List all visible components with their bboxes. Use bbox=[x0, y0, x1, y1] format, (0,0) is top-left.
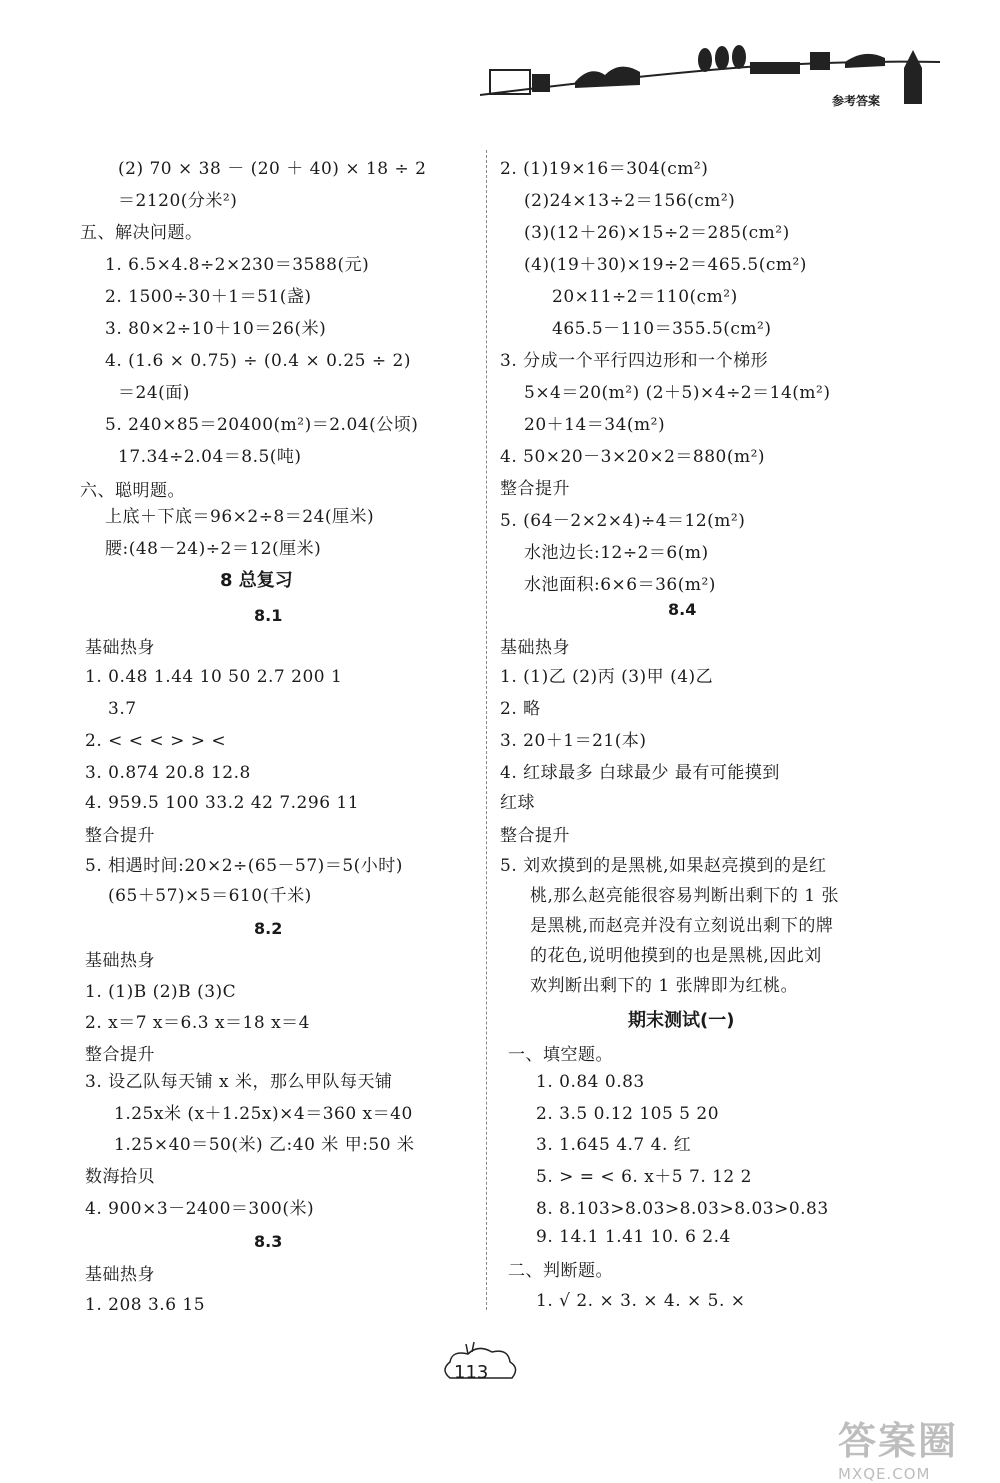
answer-line: 20＋14＝34(m²) bbox=[524, 415, 666, 435]
answer-line: 1. (1)乙 (2)丙 (3)甲 (4)乙 bbox=[500, 667, 714, 687]
answer-line: 水池边长:12÷2＝6(m) bbox=[524, 543, 709, 563]
section-heading: 8 总复习 bbox=[220, 570, 293, 591]
answer-line: 1. (1)B (2)B (3)C bbox=[85, 982, 237, 1002]
answer-line: 5. (64－2×2×4)÷4＝12(m²) bbox=[500, 511, 746, 531]
answer-line: 3.7 bbox=[108, 699, 137, 719]
answer-line: 2. (1)19×16＝304(cm²) bbox=[500, 159, 709, 179]
answer-line: 1. 0.48 1.44 10 50 2.7 200 1 bbox=[85, 667, 343, 687]
answer-line: 基础热身 bbox=[85, 951, 155, 971]
answer-line: 5. 刘欢摸到的是黑桃,如果赵亮摸到的是红 bbox=[500, 856, 827, 876]
answer-line: 整合提升 bbox=[85, 826, 155, 846]
answer-line: 3. 1.645 4.7 4. 红 bbox=[536, 1135, 692, 1155]
answer-line: (3)(12＋26)×15÷2＝285(cm²) bbox=[524, 223, 790, 243]
subsection-heading: 8.2 bbox=[254, 919, 283, 938]
answer-line: 二、判断题。 bbox=[508, 1261, 613, 1281]
answer-line: 465.5－110＝355.5(cm²) bbox=[552, 319, 772, 339]
answer-line: 4. 红球最多 白球最少 最有可能摸到 bbox=[500, 763, 780, 783]
answer-line: 5×4＝20(m²) (2＋5)×4÷2＝14(m²) bbox=[524, 383, 831, 403]
answer-line: 4. (1.6 × 0.75) ÷ (0.4 × 0.25 ÷ 2) bbox=[105, 351, 411, 371]
answer-line: 欢判断出剩下的 1 张牌即为红桃。 bbox=[530, 976, 799, 996]
section-heading: 期末测试(一) bbox=[628, 1010, 735, 1031]
watermark-title: 答案圈 bbox=[838, 1419, 959, 1463]
answer-line: (65＋57)×5＝610(千米) bbox=[108, 886, 312, 906]
answer-line: (2) 70 × 38 － (20 ＋ 40) × 18 ÷ 2 bbox=[118, 159, 427, 179]
answer-line: 一、填空题。 bbox=[508, 1045, 613, 1065]
header-label: 参考答案 bbox=[832, 94, 881, 108]
answer-line: 上底＋下底＝96×2÷8＝24(厘米) bbox=[105, 507, 375, 527]
answer-line: 3. 分成一个平行四边形和一个梯形 bbox=[500, 351, 769, 371]
page-number: 113 bbox=[454, 1362, 489, 1383]
answer-line: 2. 3.5 0.12 105 5 20 bbox=[536, 1104, 720, 1124]
answer-line: 整合提升 bbox=[500, 479, 570, 499]
answer-line: (4)(19＋30)×19÷2＝465.5(cm²) bbox=[524, 255, 807, 275]
answer-line: 基础热身 bbox=[85, 1265, 155, 1285]
answer-line: 五、解决问题。 bbox=[80, 223, 203, 243]
answer-line: 基础热身 bbox=[85, 638, 155, 658]
answer-line: 是黑桃,而赵亮并没有立刻说出剩下的牌 bbox=[530, 916, 834, 936]
answer-line: 1. 208 3.6 15 bbox=[85, 1295, 206, 1315]
answer-line: 数海拾贝 bbox=[85, 1167, 155, 1187]
answer-line: ＝2120(分米²) bbox=[118, 191, 238, 211]
answer-line: 基础热身 bbox=[500, 638, 570, 658]
answer-line: 4. 50×20－3×20×2＝880(m²) bbox=[500, 447, 766, 467]
answer-line: 整合提升 bbox=[500, 826, 570, 846]
subsection-heading: 8.4 bbox=[668, 600, 697, 619]
answer-line: 2. < < < > > < bbox=[85, 731, 227, 751]
answer-line: 六、聪明题。 bbox=[80, 481, 185, 501]
answer-line: (2)24×13÷2＝156(cm²) bbox=[524, 191, 736, 211]
answer-line: 整合提升 bbox=[85, 1045, 155, 1065]
answer-line: 水池面积:6×6＝36(m²) bbox=[524, 575, 716, 595]
answer-line: 4. 959.5 100 33.2 42 7.296 11 bbox=[85, 793, 360, 813]
answer-line: 4. 900×3－2400＝300(米) bbox=[85, 1199, 315, 1219]
answer-line: 腰:(48－24)÷2＝12(厘米) bbox=[105, 539, 322, 559]
subsection-heading: 8.1 bbox=[254, 606, 283, 625]
column-divider bbox=[486, 150, 487, 1310]
answer-line: 3. 80×2÷10＋10＝26(米) bbox=[105, 319, 327, 339]
answer-line: 3. 设乙队每天铺 x 米，那么甲队每天铺 bbox=[85, 1072, 393, 1092]
answer-line: 1.25x米 (x＋1.25x)×4＝360 x＝40 bbox=[114, 1104, 413, 1124]
watermark-url: MXQE.COM bbox=[838, 1465, 931, 1483]
answer-line: ＝24(面) bbox=[118, 383, 190, 403]
answer-line: 2. 1500÷30＋1＝51(盏) bbox=[105, 287, 312, 307]
answer-line: 5. 240×85＝20400(m²)＝2.04(公顷) bbox=[105, 415, 419, 435]
answer-line: 1.25×40＝50(米) 乙:40 米 甲:50 米 bbox=[114, 1135, 415, 1155]
answer-line: 3. 20＋1＝21(本) bbox=[500, 731, 647, 751]
answer-line: 的花色,说明他摸到的也是黑桃,因此刘 bbox=[530, 946, 822, 966]
answer-line: 5. > = < 6. x＋5 7. 12 2 bbox=[536, 1167, 752, 1187]
subsection-heading: 8.3 bbox=[254, 1232, 283, 1251]
answer-line: 20×11÷2＝110(cm²) bbox=[552, 287, 738, 307]
answer-line: 2. x＝7 x＝6.3 x＝18 x＝4 bbox=[85, 1013, 310, 1033]
answer-line: 桃,那么赵亮能很容易判断出剩下的 1 张 bbox=[530, 886, 840, 906]
answer-line: 17.34÷2.04＝8.5(吨) bbox=[118, 447, 302, 467]
answer-line: 红球 bbox=[500, 793, 535, 813]
answer-line: 1. 0.84 0.83 bbox=[536, 1072, 645, 1092]
answer-line: 1. √ 2. × 3. × 4. × 5. × bbox=[536, 1291, 746, 1311]
answer-line: 5. 相遇时间:20×2÷(65－57)＝5(小时) bbox=[85, 856, 403, 876]
answer-line: 9. 14.1 1.41 10. 6 2.4 bbox=[536, 1227, 731, 1247]
answer-line: 8. 8.103>8.03>8.03>8.03>0.83 bbox=[536, 1199, 829, 1219]
answer-line: 2. 略 bbox=[500, 699, 541, 719]
answer-line: 3. 0.874 20.8 12.8 bbox=[85, 763, 251, 783]
watermark-logo bbox=[838, 1410, 988, 1483]
answer-line: 1. 6.5×4.8÷2×230＝3588(元) bbox=[105, 255, 370, 275]
